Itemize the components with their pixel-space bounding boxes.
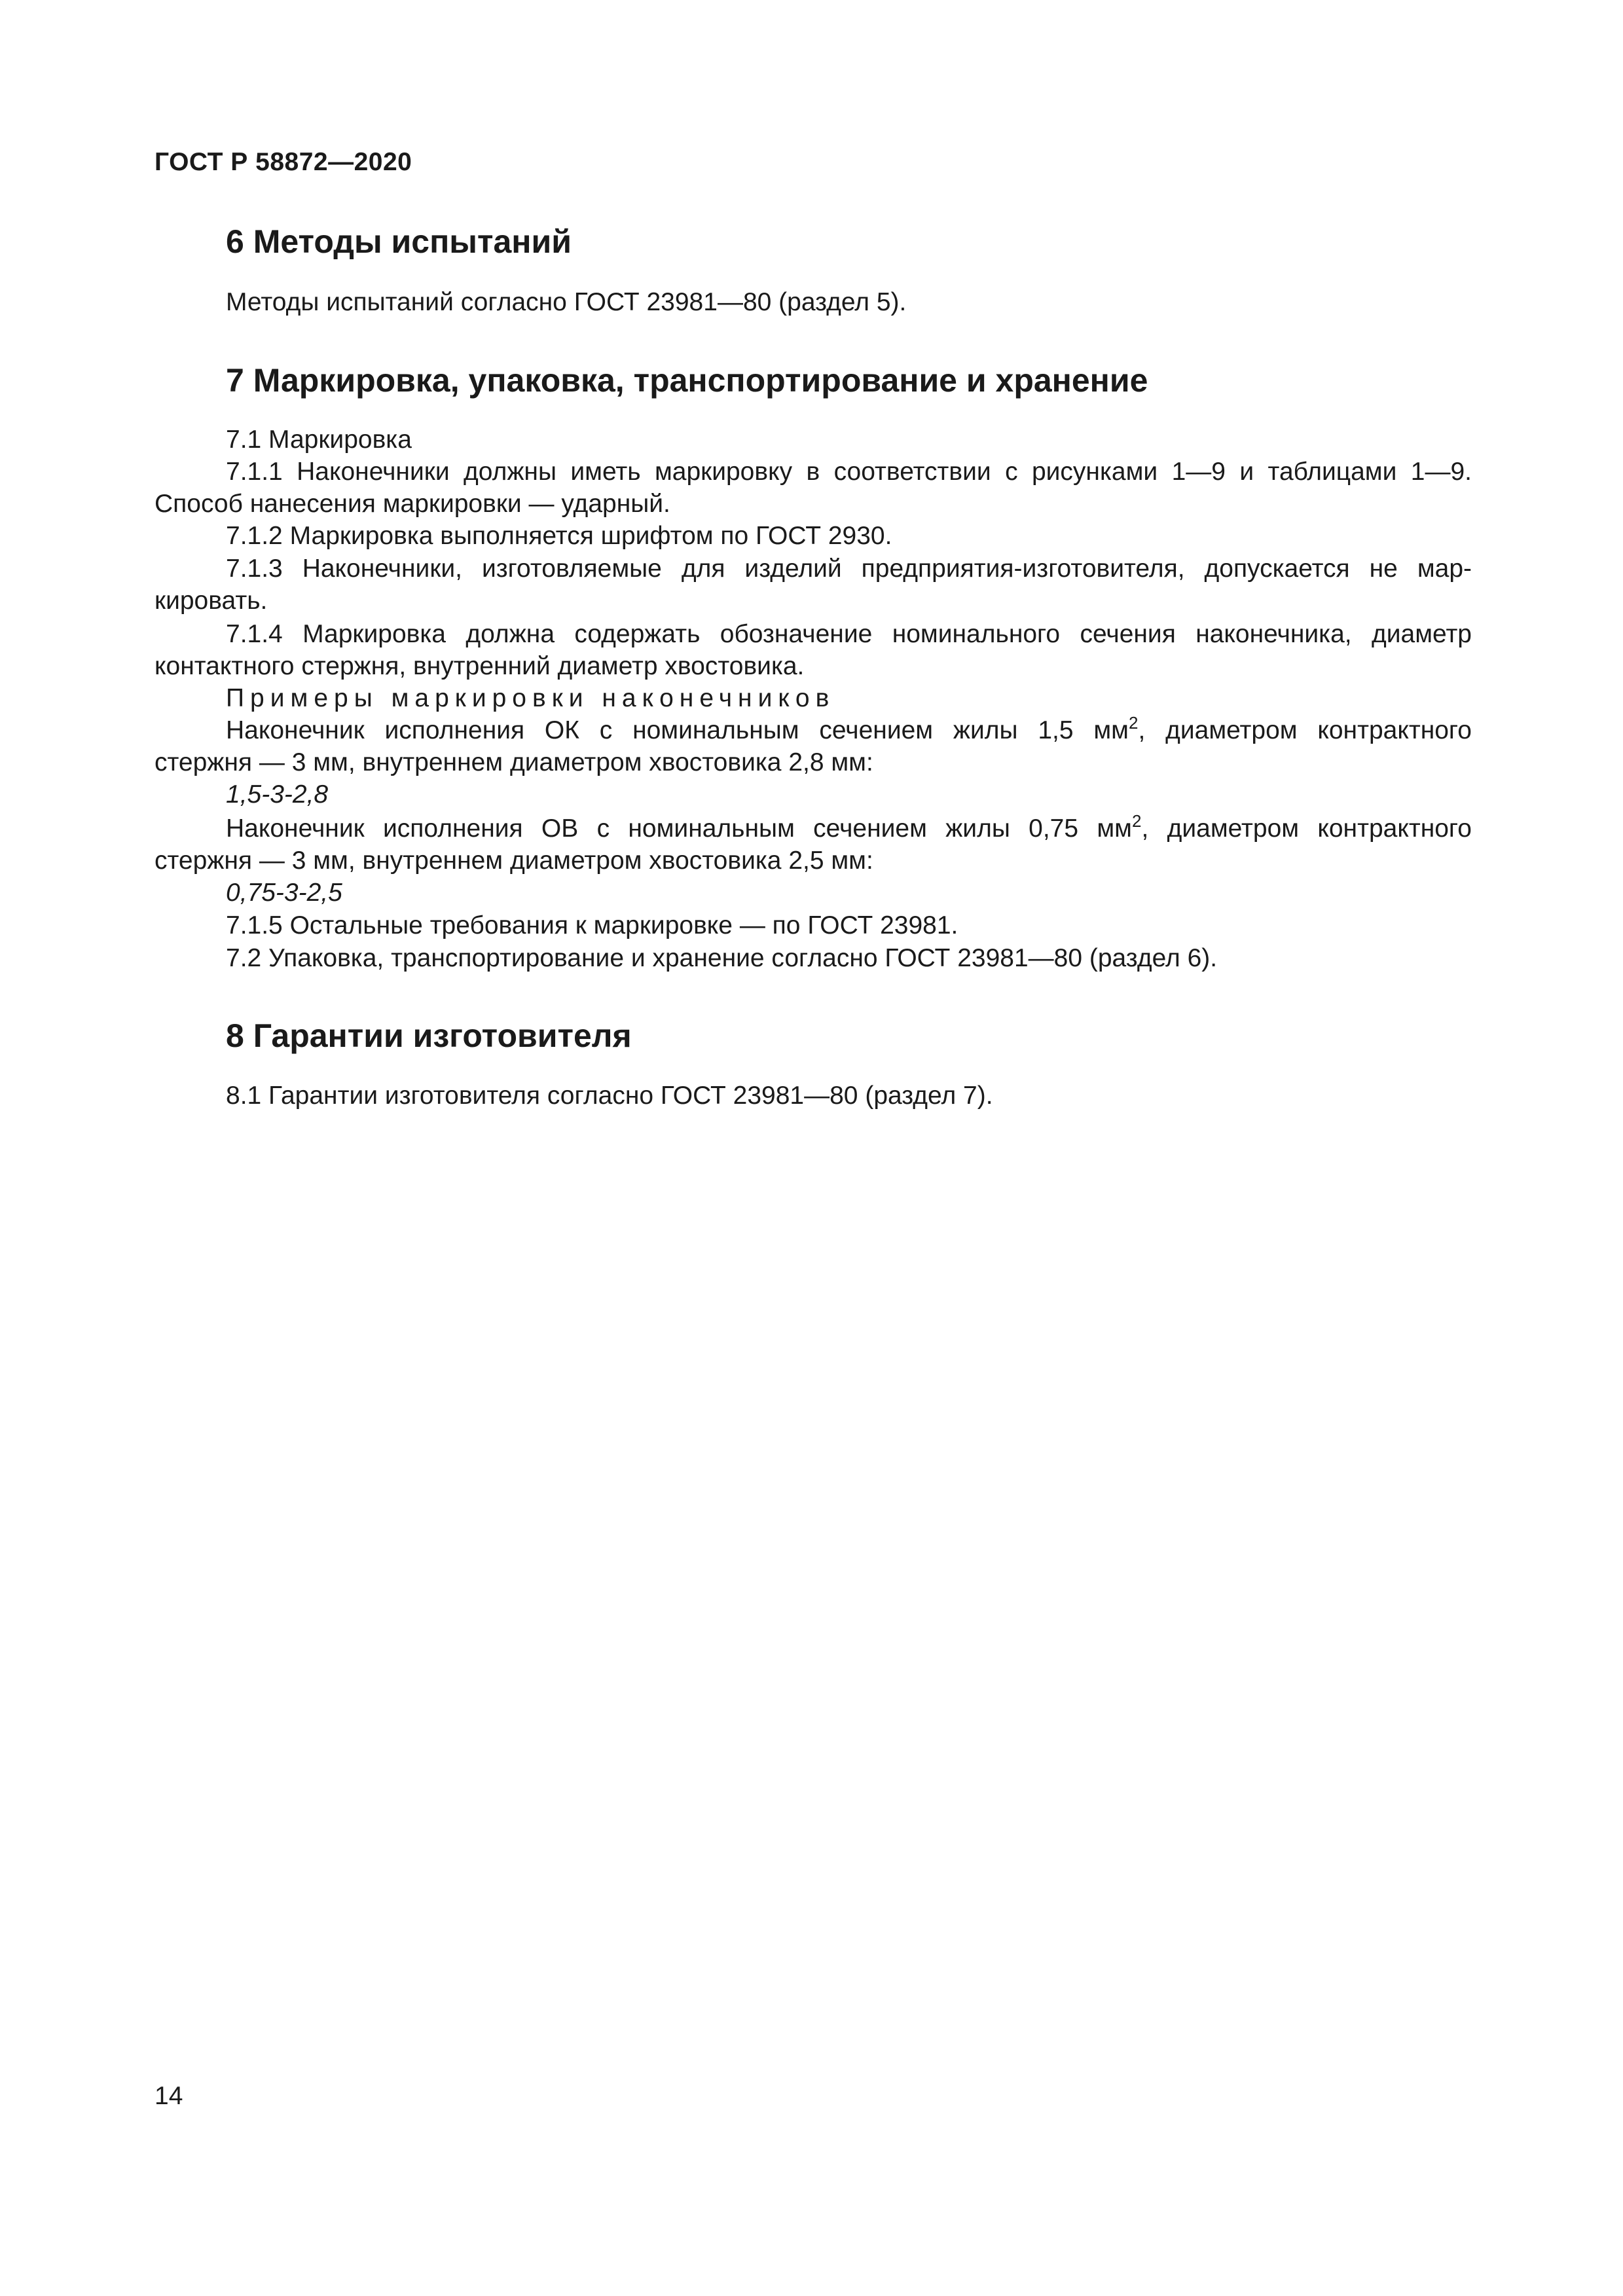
clause-7-1-2: 7.1.2 Маркировка выполняется шрифтом по ГОСТ 2930. [226,522,892,550]
page-number: 14 [155,2082,183,2110]
clause-7-1-1-line2: Способ нанесения маркировки — ударный. [155,490,670,518]
example-2-text-start: Наконечник исполнения ОВ с номинальным сечением жилы 0,75 мм [226,814,1132,843]
clause-7-1-5: 7.1.5 Остальные требования к маркировке — по ГОСТ 23981. [226,911,958,939]
examples-heading: Примеры маркировки наконечников [226,684,835,712]
example-2-text-end: , диаметром контрактного [1141,814,1472,843]
section-7-title: 7 Маркировка, упаковка, транспортирование и хранение [226,362,1148,399]
example-1-text-start: Наконечник исполнения ОК с номинальным сечением жилы 1,5 мм [226,716,1129,744]
clause-7-1-4-line1: 7.1.4 Маркировка должна содержать обозначение номинального сечения наконечника, диаметр [226,620,1472,648]
clause-7-1-1-line1: 7.1.1 Наконечники должны иметь маркировку в соответствии с рисунками 1—9 и таблицами 1—9. [226,458,1472,486]
section-6-text: Методы испытаний согласно ГОСТ 23981—80 (раздел 5). [226,288,907,316]
example-2-line2: стержня — 3 мм, внутреннем диаметром хвостовика 2,5 мм: [155,847,873,875]
standard-designation: ГОСТ Р 58872—2020 [155,148,412,176]
example-1-text-end: , диаметром контрактного [1138,716,1472,744]
example-2-line1 [226,813,1472,847]
example-2-superscript: 2 [1131,811,1142,831]
example-1-superscript: 2 [1128,713,1139,733]
example-1-code: 1,5-3-2,8 [226,780,329,809]
example-2-code: 0,75-3-2,5 [226,879,342,907]
example-1-line1 [226,715,1472,748]
clause-7-1-3-line1: 7.1.3 Наконечники, изготовляемые для изделий предприятия-изготовителя, допускается не мар- [226,555,1472,583]
clause-8-1: 8.1 Гарантии изготовителя согласно ГОСТ 23981—80 (раздел 7). [226,1082,993,1110]
section-8-title: 8 Гарантии изготовителя [226,1017,632,1054]
clause-7-1-4-line2: контактного стержня, внутренний диаметр хвостовика. [155,652,805,680]
clause-7-2: 7.2 Упаковка, транспортирование и хранение согласно ГОСТ 23981—80 (раздел 6). [226,944,1218,972]
clause-7-1: 7.1 Маркировка [226,426,412,454]
section-6-title: 6 Методы испытаний [226,223,572,260]
clause-7-1-3-line2: кировать. [155,587,268,615]
example-1-line2: стержня — 3 мм, внутреннем диаметром хвостовика 2,8 мм: [155,748,873,776]
